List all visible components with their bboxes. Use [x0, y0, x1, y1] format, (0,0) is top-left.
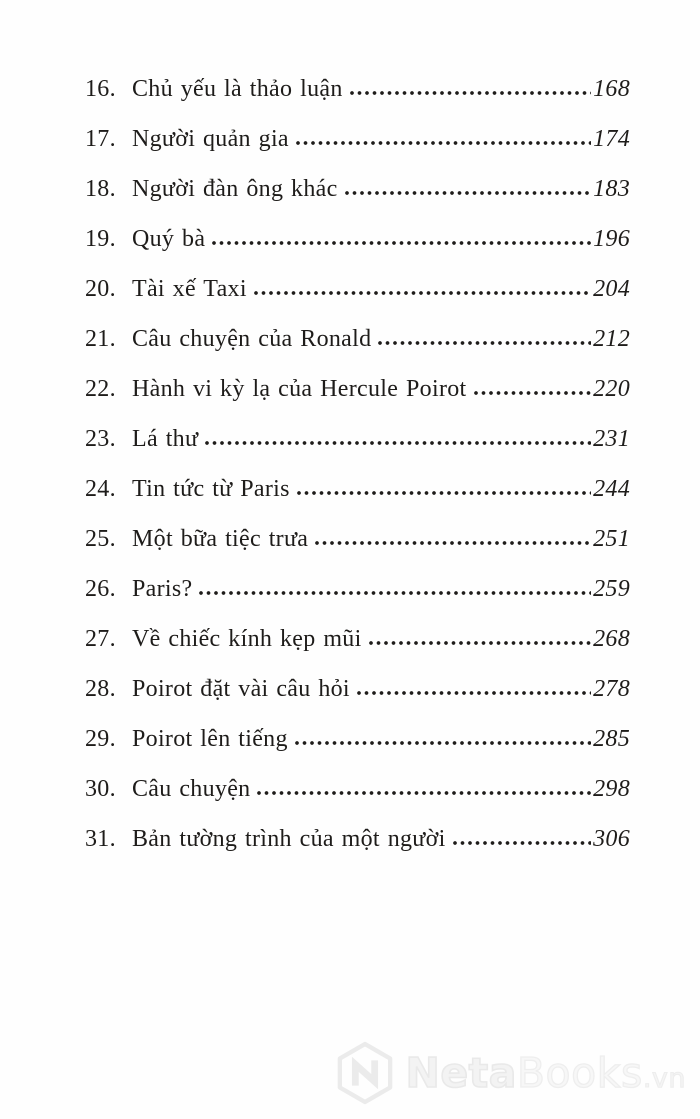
chapter-title: Bản tường trình của một người: [132, 826, 446, 852]
dot-leader: [204, 440, 591, 446]
toc-entry: [85, 476, 630, 506]
chapter-title: Tin tức từ Paris: [132, 476, 290, 502]
dot-leader: [349, 90, 591, 96]
dot-leader: [473, 390, 592, 396]
watermark-brand-suffix: .vn: [642, 1062, 686, 1094]
toc-entry: [85, 826, 630, 856]
watermark-brand-text: [405, 1048, 686, 1097]
chapter-number: 31.: [85, 826, 116, 852]
dot-leader: [368, 640, 592, 646]
chapter-page-number: 196: [593, 226, 630, 252]
watermark-brand-first: Neta: [405, 1048, 517, 1097]
toc-entry: [85, 726, 630, 756]
dot-leader: [198, 590, 591, 596]
watermark-brand-second: Books: [516, 1048, 643, 1097]
chapter-number: 17.: [85, 126, 116, 152]
chapter-title: Poirot đặt vài câu hỏi: [132, 676, 350, 702]
chapter-number: 21.: [85, 326, 116, 352]
table-of-contents: [85, 76, 630, 876]
chapter-number: 20.: [85, 276, 116, 302]
toc-entry: [85, 426, 630, 456]
chapter-number: 23.: [85, 426, 116, 452]
dot-leader: [256, 790, 591, 796]
chapter-page-number: 174: [593, 126, 630, 152]
chapter-number: 19.: [85, 226, 116, 252]
chapter-page-number: 231: [593, 426, 630, 452]
toc-entry: [85, 276, 630, 306]
toc-entry: [85, 176, 630, 206]
chapter-title: Về chiếc kính kẹp mũi: [132, 626, 362, 652]
chapter-page-number: 278: [593, 676, 630, 702]
chapter-title: Câu chuyện của Ronald: [132, 326, 372, 352]
chapter-title: Câu chuyện: [132, 776, 251, 802]
chapter-number: 28.: [85, 676, 116, 702]
dot-leader: [211, 240, 591, 246]
dot-leader: [377, 340, 591, 346]
chapter-title: Poirot lên tiếng: [132, 726, 288, 752]
toc-entry: [85, 326, 630, 356]
chapter-page-number: 212: [593, 326, 630, 352]
toc-entry: [85, 76, 630, 106]
chapter-page-number: 168: [593, 76, 630, 102]
chapter-title: Người đàn ông khác: [132, 176, 338, 202]
chapter-title: Hành vi kỳ lạ của Hercule Poirot: [132, 376, 467, 402]
toc-entry: [85, 776, 630, 806]
chapter-title: Một bữa tiệc trưa: [132, 526, 309, 552]
dot-leader: [253, 290, 591, 296]
dot-leader: [295, 140, 591, 146]
netabooks-watermark: [336, 1041, 686, 1105]
chapter-title: Chủ yếu là thảo luận: [132, 76, 343, 102]
chapter-page-number: 268: [593, 626, 630, 652]
chapter-number: 22.: [85, 376, 116, 402]
toc-entry: [85, 526, 630, 556]
chapter-number: 27.: [85, 626, 116, 652]
dot-leader: [356, 690, 591, 696]
chapter-page-number: 298: [593, 776, 630, 802]
chapter-page-number: 204: [593, 276, 630, 302]
dot-leader: [296, 490, 591, 496]
chapter-page-number: 259: [593, 576, 630, 602]
chapter-page-number: 306: [593, 826, 630, 852]
chapter-page-number: 244: [593, 476, 630, 502]
chapter-page-number: 183: [593, 176, 630, 202]
toc-entry: [85, 626, 630, 656]
toc-entry: [85, 126, 630, 156]
toc-entry: [85, 676, 630, 706]
chapter-title: Tài xế Taxi: [132, 276, 247, 302]
netabooks-hexagon-n-icon: [336, 1041, 394, 1105]
chapter-page-number: 220: [593, 376, 630, 402]
chapter-number: 16.: [85, 76, 116, 102]
dot-leader: [294, 740, 591, 746]
chapter-number: 25.: [85, 526, 116, 552]
toc-entry: [85, 576, 630, 606]
dot-leader: [452, 840, 592, 846]
chapter-number: 30.: [85, 776, 116, 802]
chapter-number: 24.: [85, 476, 116, 502]
chapter-title: Lá thư: [132, 426, 199, 452]
dot-leader: [314, 540, 591, 546]
chapter-title: Người quản gia: [132, 126, 289, 152]
chapter-page-number: 285: [593, 726, 630, 752]
chapter-title: Paris?: [132, 576, 193, 602]
dot-leader: [344, 190, 592, 196]
chapter-number: 26.: [85, 576, 116, 602]
toc-entry: [85, 226, 630, 256]
chapter-page-number: 251: [593, 526, 630, 552]
chapter-number: 29.: [85, 726, 116, 752]
toc-entry: [85, 376, 630, 406]
chapter-number: 18.: [85, 176, 116, 202]
chapter-title: Quý bà: [132, 226, 206, 252]
